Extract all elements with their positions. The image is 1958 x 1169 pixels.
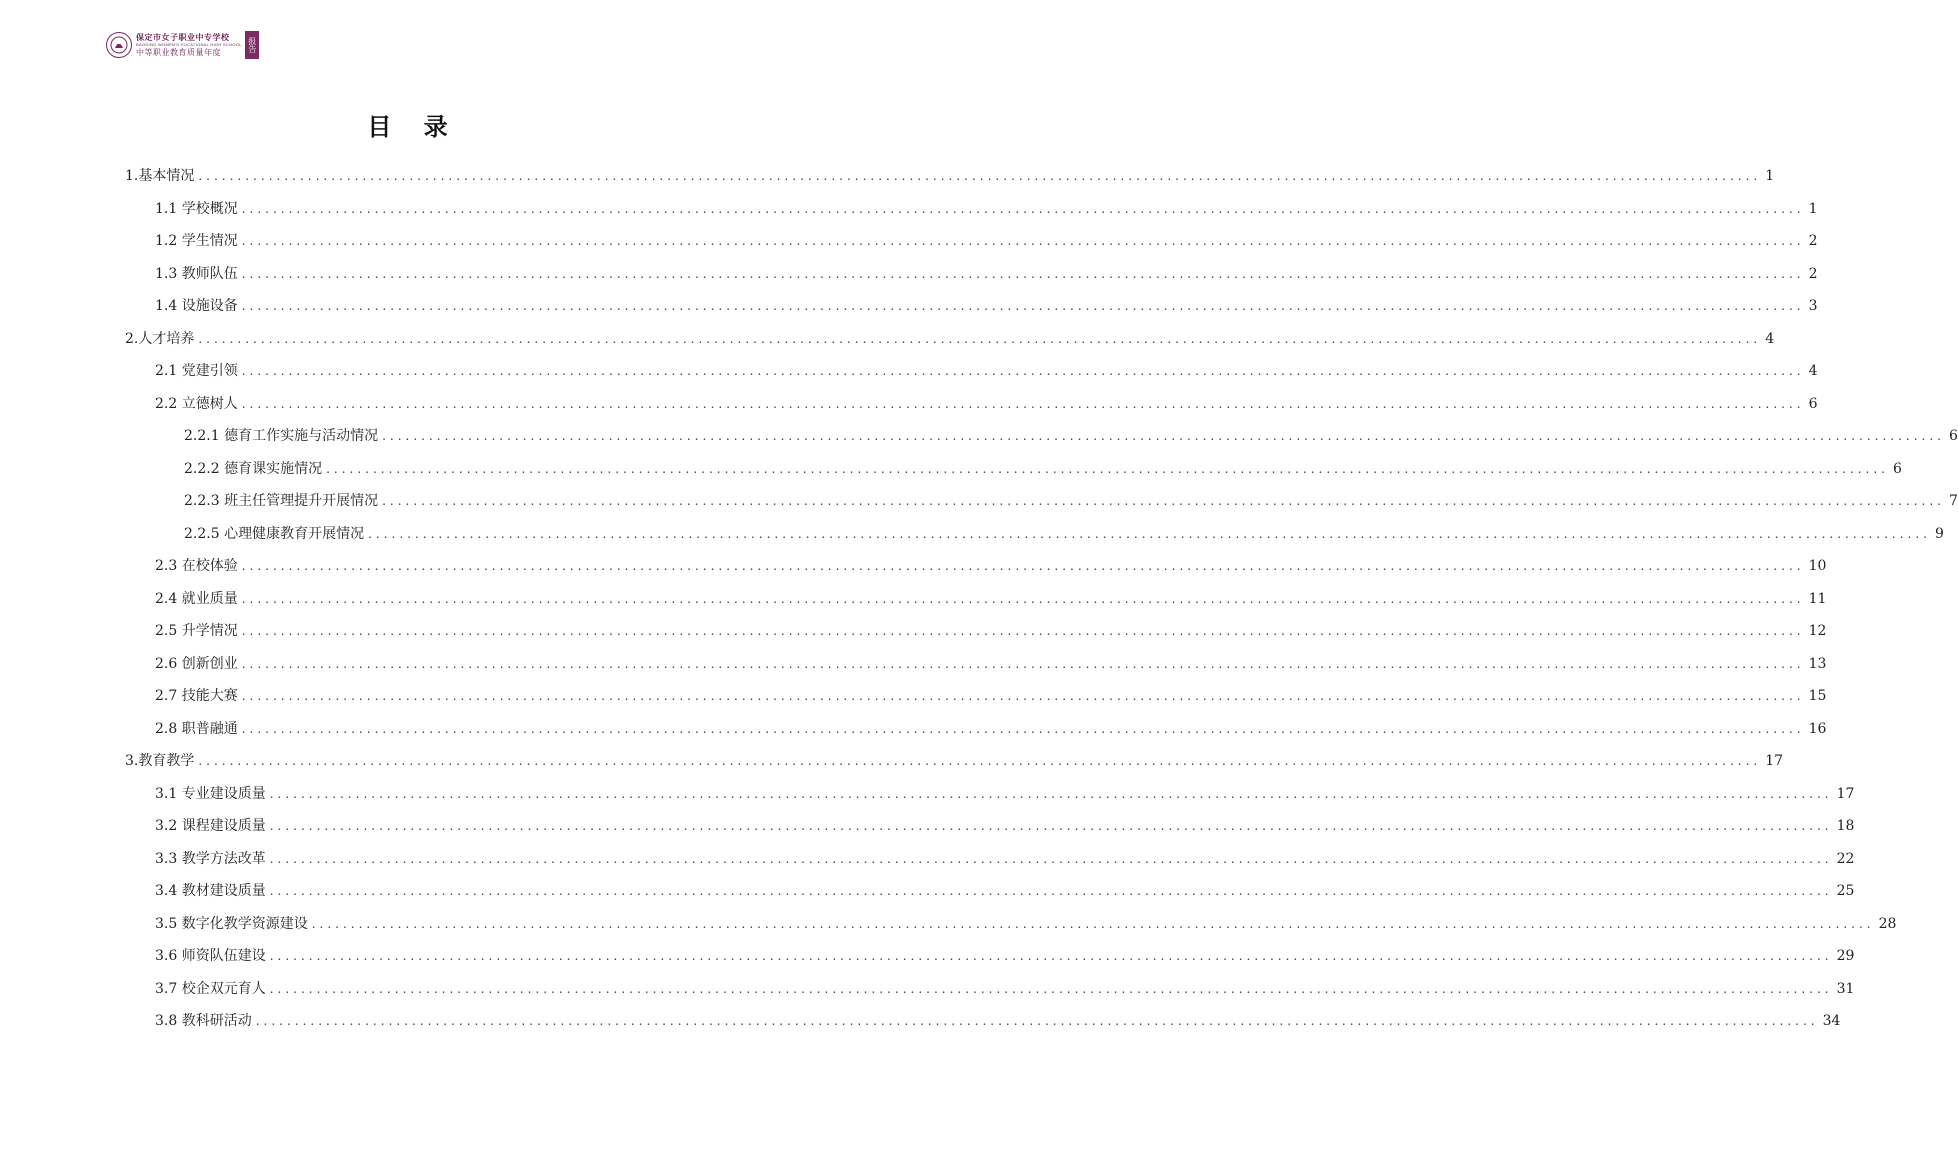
toc-entry-title: 3.6 师资队伍建设 bbox=[155, 948, 266, 964]
toc-leader-dots: ........................................................................................................................................................................................................ bbox=[241, 234, 1805, 248]
toc-entry-title: 2.人才培养 bbox=[125, 331, 195, 347]
toc-entry[interactable] bbox=[155, 979, 1855, 999]
toc-entry-title: 3.7 校企双元育人 bbox=[155, 981, 266, 997]
toc-entry[interactable] bbox=[155, 719, 1827, 739]
report-subtitle: 中等职业教育质量年度 bbox=[136, 47, 221, 57]
toc-entry-page: 25 bbox=[1836, 883, 1855, 899]
toc-entry[interactable] bbox=[155, 816, 1855, 836]
toc-entry-page: 9 bbox=[1934, 526, 1944, 542]
toc-entry-page: 1 bbox=[1808, 201, 1818, 217]
toc-entry-page: 18 bbox=[1836, 818, 1855, 834]
toc-leader-dots: ........................................................................................................................................................................................................ bbox=[382, 494, 1945, 508]
toc-entry-page: 31 bbox=[1836, 981, 1855, 997]
toc-entry-title: 3.3 教学方法改革 bbox=[155, 851, 266, 867]
toc-entry-page: 12 bbox=[1808, 623, 1827, 639]
toc-entry[interactable] bbox=[155, 296, 1818, 316]
toc-entry-title: 1.2 学生情况 bbox=[155, 233, 238, 249]
toc-leader-dots: ........................................................................................................................................................................................................ bbox=[198, 754, 1762, 768]
toc-entry-title: 2.1 党建引领 bbox=[155, 363, 238, 379]
toc-entry[interactable] bbox=[155, 394, 1818, 414]
toc-entry-page: 13 bbox=[1808, 656, 1827, 672]
toc-leader-dots: ........................................................................................................................................................................................................ bbox=[241, 267, 1805, 281]
toc-entry[interactable] bbox=[155, 589, 1827, 609]
toc-entry[interactable] bbox=[125, 166, 1775, 186]
toc-entry[interactable] bbox=[155, 686, 1827, 706]
toc-leader-dots: ........................................................................................................................................................................................................ bbox=[269, 787, 1833, 801]
toc-leader-dots: ........................................................................................................................................................................................................ bbox=[241, 299, 1805, 313]
toc-entry[interactable] bbox=[184, 426, 1958, 446]
toc-entry-page: 2 bbox=[1808, 233, 1818, 249]
toc-entry[interactable] bbox=[125, 329, 1775, 349]
toc-entry[interactable] bbox=[155, 556, 1827, 576]
toc-entry[interactable] bbox=[155, 914, 1897, 934]
toc-entry[interactable] bbox=[155, 1011, 1841, 1031]
toc-entry[interactable] bbox=[184, 524, 1944, 544]
toc-entry-page: 6 bbox=[1892, 461, 1902, 477]
toc-entry-title: 3.教育教学 bbox=[125, 753, 195, 769]
toc-entry-page: 29 bbox=[1836, 948, 1855, 964]
toc-entry-title: 3.8 教科研活动 bbox=[155, 1013, 252, 1029]
toc-entry-page: 34 bbox=[1822, 1013, 1841, 1029]
toc-leader-dots: ........................................................................................................................................................................................................ bbox=[311, 917, 1875, 931]
toc-entry-title: 3.1 专业建设质量 bbox=[155, 786, 266, 802]
toc-leader-dots: ........................................................................................................................................................................................................ bbox=[241, 559, 1805, 573]
toc-entry-page: 17 bbox=[1836, 786, 1855, 802]
toc-entry[interactable] bbox=[125, 751, 1784, 771]
toc-leader-dots: ........................................................................................................................................................................................................ bbox=[241, 397, 1805, 411]
toc-leader-dots: ........................................................................................................................................................................................................ bbox=[241, 202, 1805, 216]
toc-entry-page: 4 bbox=[1765, 331, 1775, 347]
school-logo bbox=[106, 32, 132, 58]
toc-leader-dots: ........................................................................................................................................................................................................ bbox=[241, 722, 1805, 736]
toc-entry-title: 1.4 设施设备 bbox=[155, 298, 238, 314]
toc-entry-page: 1 bbox=[1765, 168, 1775, 184]
toc-entry-title: 2.8 职普融通 bbox=[155, 721, 238, 737]
toc-leader-dots: ........................................................................................................................................................................................................ bbox=[269, 819, 1833, 833]
toc-leader-dots: ........................................................................................................................................................................................................ bbox=[241, 624, 1805, 638]
toc-entry-title: 2.2 立德树人 bbox=[155, 396, 238, 412]
toc-entry-title: 2.4 就业质量 bbox=[155, 591, 238, 607]
toc-entry[interactable] bbox=[155, 361, 1818, 381]
toc-entry-title: 2.5 升学情况 bbox=[155, 623, 238, 639]
toc-entry-page: 6 bbox=[1948, 428, 1958, 444]
toc-leader-dots: ........................................................................................................................................................................................................ bbox=[198, 169, 1762, 183]
toc-entry-title: 3.4 教材建设质量 bbox=[155, 883, 266, 899]
logo-text-block bbox=[136, 34, 242, 57]
toc-entry-title: 2.7 技能大赛 bbox=[155, 688, 238, 704]
toc-entry[interactable] bbox=[155, 264, 1818, 284]
toc-entry-page: 4 bbox=[1808, 363, 1818, 379]
toc-entry[interactable] bbox=[155, 881, 1855, 901]
toc-entry-page: 10 bbox=[1808, 558, 1827, 574]
toc-entry-title: 2.2.5 心理健康教育开展情况 bbox=[184, 526, 365, 542]
toc-entry-title: 1.1 学校概况 bbox=[155, 201, 238, 217]
report-badge: 报告 bbox=[245, 31, 259, 59]
toc-entry-title: 2.3 在校体验 bbox=[155, 558, 238, 574]
toc-entry-title: 2.6 创新创业 bbox=[155, 656, 238, 672]
toc-leader-dots: ........................................................................................................................................................................................................ bbox=[241, 689, 1805, 703]
toc-leader-dots: ........................................................................................................................................................................................................ bbox=[241, 592, 1805, 606]
toc-leader-dots: ........................................................................................................................................................................................................ bbox=[241, 657, 1805, 671]
toc-leader-dots: ........................................................................................................................................................................................................ bbox=[269, 982, 1833, 996]
toc-entry[interactable] bbox=[155, 784, 1855, 804]
toc-entry[interactable] bbox=[184, 491, 1958, 511]
toc-leader-dots: ........................................................................................................................................................................................................ bbox=[382, 429, 1945, 443]
toc-entry[interactable] bbox=[155, 654, 1827, 674]
toc-entry-title: 1.基本情况 bbox=[125, 168, 195, 184]
toc-entry-page: 6 bbox=[1808, 396, 1818, 412]
toc-entry[interactable] bbox=[184, 459, 1902, 479]
toc-entry[interactable] bbox=[155, 946, 1855, 966]
toc-entry-page: 2 bbox=[1808, 266, 1818, 282]
toc-leader-dots: ........................................................................................................................................................................................................ bbox=[368, 527, 1931, 541]
toc-entry-title: 1.3 教师队伍 bbox=[155, 266, 238, 282]
toc-entry-page: 11 bbox=[1808, 591, 1827, 607]
toc-entry[interactable] bbox=[155, 849, 1855, 869]
toc-entry-page: 7 bbox=[1948, 493, 1958, 509]
toc-leader-dots: ........................................................................................................................................................................................................ bbox=[326, 462, 1889, 476]
toc-leader-dots: ........................................................................................................................................................................................................ bbox=[198, 332, 1762, 346]
toc-entry-title: 3.5 数字化教学资源建设 bbox=[155, 916, 308, 932]
toc-entry-page: 17 bbox=[1765, 753, 1784, 769]
toc-entry[interactable] bbox=[155, 231, 1818, 251]
toc-leader-dots: ........................................................................................................................................................................................................ bbox=[269, 884, 1833, 898]
school-name-cn: 保定市女子职业中专学校 bbox=[136, 32, 230, 42]
toc-entry-title: 2.2.3 班主任管理提升开展情况 bbox=[184, 493, 379, 509]
toc-leader-dots: ........................................................................................................................................................................................................ bbox=[269, 949, 1833, 963]
toc-entry[interactable] bbox=[155, 621, 1827, 641]
toc-entry-page: 16 bbox=[1808, 721, 1827, 737]
toc-entry[interactable] bbox=[155, 199, 1818, 219]
toc-leader-dots: ........................................................................................................................................................................................................ bbox=[241, 364, 1805, 378]
school-name-en: BAODING WOMEN'S VOCATIONAL HIGH SCHOOL bbox=[136, 41, 242, 47]
toc-entry-page: 28 bbox=[1878, 916, 1897, 932]
toc-entry-title: 3.2 课程建设质量 bbox=[155, 818, 266, 834]
school-emblem-icon bbox=[110, 36, 128, 54]
toc-leader-dots: ........................................................................................................................................................................................................ bbox=[269, 852, 1833, 866]
toc-entry-page: 15 bbox=[1808, 688, 1827, 704]
report-header bbox=[106, 31, 259, 59]
page-title: 目 录 bbox=[367, 113, 460, 141]
toc-entry-title: 2.2.1 德育工作实施与活动情况 bbox=[184, 428, 379, 444]
toc-leader-dots: ........................................................................................................................................................................................................ bbox=[255, 1014, 1819, 1028]
toc-entry-page: 3 bbox=[1808, 298, 1818, 314]
toc-entry-title: 2.2.2 德育课实施情况 bbox=[184, 461, 323, 477]
toc-entry-page: 22 bbox=[1836, 851, 1855, 867]
